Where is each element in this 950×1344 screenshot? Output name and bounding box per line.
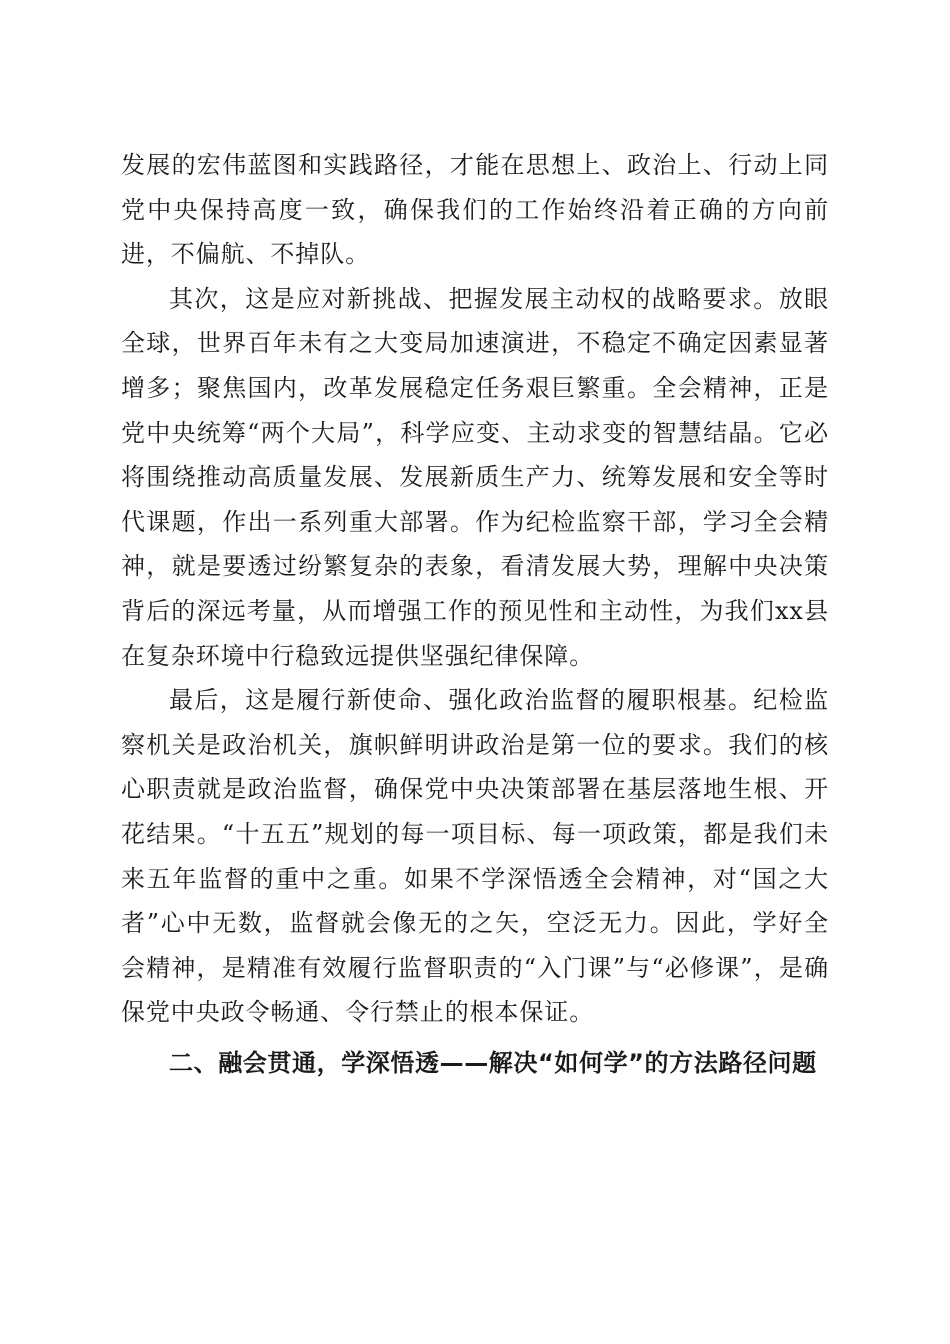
paragraph-secondly: 其次，这是应对新挑战、把握发展主动权的战略要求。放眼全球，世界百年未有之大变局加速演进，不稳定不确定因素显著增多；聚焦国内，改革发展稳定任务艰巨繁重。全会精神，正是党中央统筹“两个大局”，科学应变、主动求变的智慧结晶。它必将围绕推动高质量发展、发展新质生产力、统筹发展和安全等时代课题，作出一系列重大部署。作为纪检监察干部，学习全会精神，就是要透过纷繁复杂的表象，看清发展大势，理解中央决策背后的深远考量，从而增强工作的预见性和主动性，为我们xx县在复杂环境中行稳致远提供坚强纪律保障。 bbox=[121, 284, 829, 670]
document-body bbox=[121, 143, 829, 1085]
paragraph-finally: 最后，这是履行新使命、强化政治监督的履职根基。纪检监察机关是政治机关，旗帜鲜明讲政治是第一位的要求。我们的核心职责就是政治监督，确保党中央决策部署在基层落地生根、开花结果。“十五五”规划的每一项目标、每一项政策，都是我们未来五年监督的重中之重。如果不学深悟透全会精神，对“国之大者”心中无数，监督就会像无的之矢，空泛无力。因此，学好全会精神，是精准有效履行监督职责的“入门课”与“必修课”，是确保党中央政令畅通、令行禁止的根本保证。 bbox=[121, 686, 829, 1027]
paragraph-continuation: 发展的宏伟蓝图和实践路径，才能在思想上、政治上、行动上同党中央保持高度一致，确保我们的工作始终沿着正确的方向前进，不偏航、不掉队。 bbox=[121, 151, 829, 269]
section-heading-2: 二、融会贯通，学深悟透——解决“如何学”的方法路径问题 bbox=[169, 1048, 817, 1077]
